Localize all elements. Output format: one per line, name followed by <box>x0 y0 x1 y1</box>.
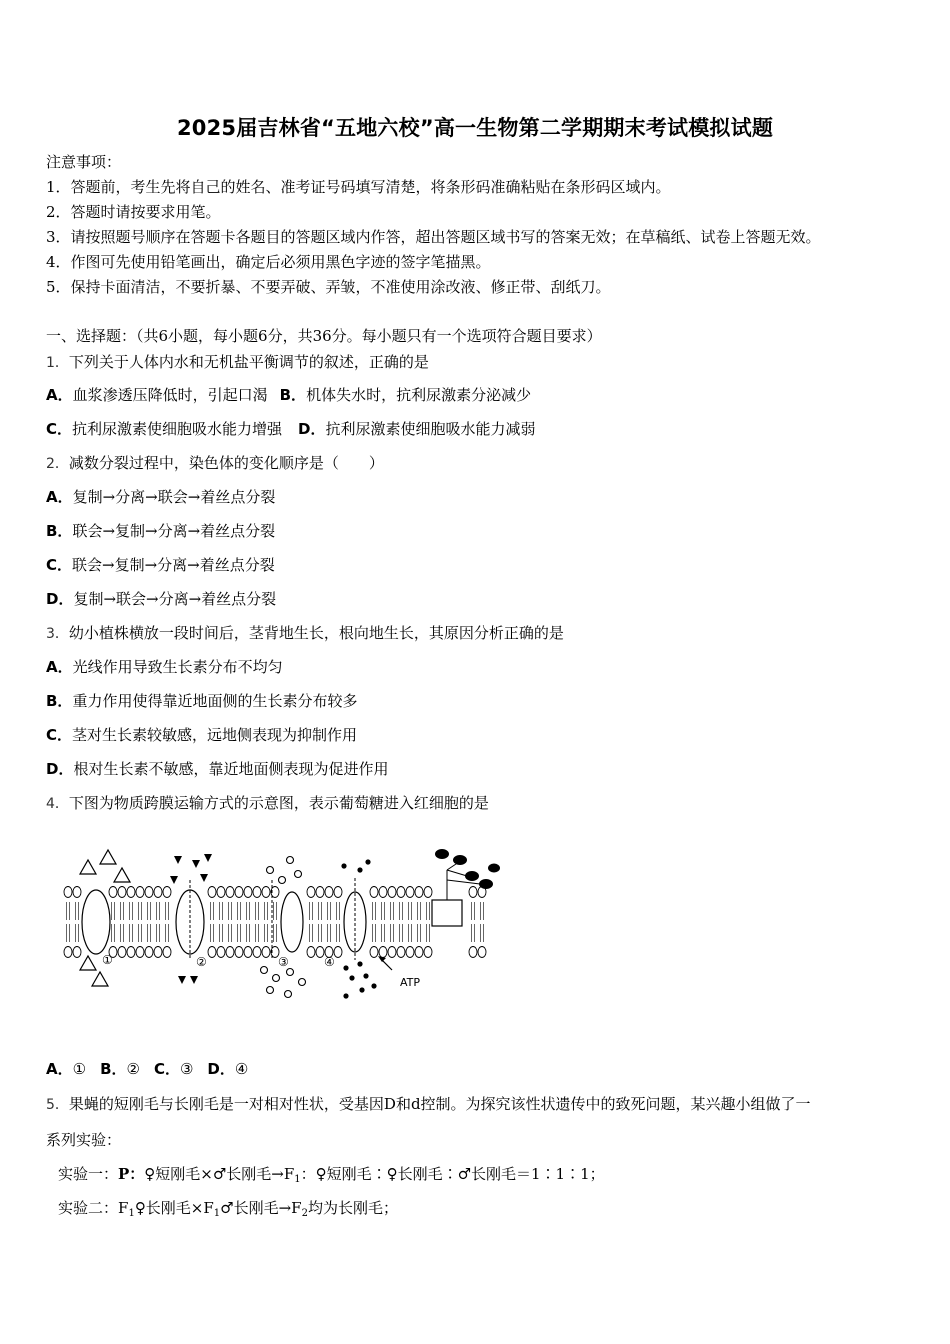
option-row <box>46 657 283 677</box>
lipid-head <box>388 887 396 898</box>
lipid-head <box>226 887 234 898</box>
lipid-head <box>217 887 225 898</box>
lipid-head <box>244 887 252 898</box>
lipid-tail <box>472 902 475 920</box>
option-text: 根对生长素不敏感，靠近地面侧表现为促进作用 <box>73 760 389 778</box>
p-label: P： <box>118 1165 145 1183</box>
lipid-tail <box>229 902 232 920</box>
lipid-tail <box>373 924 376 942</box>
lipid-tail <box>472 924 475 942</box>
option-label: B． <box>279 386 307 404</box>
lipid-tail <box>409 924 412 942</box>
lipid-head <box>64 887 72 898</box>
exp2-text: F <box>118 1199 129 1217</box>
lipid-tail <box>391 924 394 942</box>
lipid-tail <box>256 924 259 942</box>
lipid-head <box>163 887 171 898</box>
lipid-tail <box>337 902 340 920</box>
lipid-head <box>127 887 135 898</box>
lipid-tail <box>166 924 169 942</box>
option-text: 联会→复制→分离→着丝点分裂 <box>72 522 276 540</box>
lipid-head <box>316 887 324 898</box>
lipid-head <box>163 947 171 958</box>
lipid-tail <box>382 902 385 920</box>
lipid-tail <box>112 924 115 942</box>
question-stem: 果蝇的短刚毛与长刚毛是一对相对性状，受基因D和d控制。为探究该性状遗传中的致死问题，某兴趣小组做了一 <box>68 1095 811 1113</box>
lipid-tail <box>247 924 250 942</box>
notice-heading: 注意事项： <box>46 153 122 171</box>
lipid-tail <box>319 924 322 942</box>
subscript: 1 <box>294 1174 301 1185</box>
lipid-tail <box>265 902 268 920</box>
lipid-head <box>64 947 72 958</box>
question-stem: 减数分裂过程中，染色体的变化顺序是（ ） <box>68 454 384 472</box>
lipid-tail <box>409 902 412 920</box>
lipid-tail <box>310 924 313 942</box>
lipid-head <box>406 947 414 958</box>
lipid-head <box>469 947 477 958</box>
lipid-tail <box>310 902 313 920</box>
option-row <box>46 487 275 507</box>
lipid-head <box>379 887 387 898</box>
lipid-tail <box>427 924 430 942</box>
option-text: 茎对生长素较敏感，远地侧表现为抑制作用 <box>72 726 358 744</box>
lipid-head <box>208 887 216 898</box>
lipid-tail <box>328 902 331 920</box>
option-label: A． <box>46 386 73 404</box>
option-text: ④ <box>234 1060 249 1078</box>
question-number: 1． <box>46 355 69 371</box>
option-text: 联会→复制→分离→着丝点分裂 <box>72 556 275 574</box>
lipid-head <box>379 947 387 958</box>
carrier-box <box>432 900 462 926</box>
option-label: C． <box>153 1060 180 1078</box>
lipid-head <box>136 887 144 898</box>
option-label: B． <box>46 692 73 710</box>
lipid-head <box>316 947 324 958</box>
subscript: 2 <box>301 1208 308 1219</box>
option-label: A． <box>46 658 73 676</box>
option-label: D． <box>298 420 326 438</box>
subscript: 1 <box>213 1208 221 1219</box>
lipid-tail <box>148 924 151 942</box>
question-3 <box>46 623 564 644</box>
lipid-tail <box>67 924 70 942</box>
label-2: ② <box>196 955 207 969</box>
lipid-tail <box>166 902 169 920</box>
question-5-cont: 系列实验： <box>46 1131 122 1149</box>
option-text: 光线作用导致生长素分布不均匀 <box>72 658 283 676</box>
lipid-tail <box>400 924 403 942</box>
q4-options <box>46 1059 248 1079</box>
lipid-tail <box>220 924 223 942</box>
lipid-head <box>154 887 162 898</box>
protein-1 <box>82 890 110 954</box>
phospholipid-bilayer <box>64 887 486 958</box>
question-number: 2． <box>46 456 69 472</box>
membrane-transport-figure <box>62 840 502 1010</box>
lipid-head <box>253 887 261 898</box>
lipid-tail <box>229 924 232 942</box>
option-row <box>46 521 275 541</box>
lipid-head <box>262 947 270 958</box>
question-stem: 下图为物质跨膜运输方式的示意图，表示葡萄糖进入红细胞的是 <box>68 794 489 812</box>
lipid-head <box>109 887 117 898</box>
question-stem: 幼小植株横放一段时间后，茎背地生长，根向地生长，其原因分析正确的是 <box>68 624 564 642</box>
lipid-tail <box>274 902 277 920</box>
lipid-tail <box>319 902 322 920</box>
option-label: C． <box>46 420 73 438</box>
option-label: D． <box>207 1060 235 1078</box>
option-label: D． <box>46 590 74 608</box>
q1-options-cd <box>46 419 536 439</box>
lipid-tail <box>400 902 403 920</box>
lipid-head <box>307 887 315 898</box>
experiment-label: 实验二： <box>58 1199 119 1217</box>
lipid-head <box>208 947 216 958</box>
option-label: B． <box>46 522 73 540</box>
exp2-text: ♀长刚毛×F <box>134 1199 214 1217</box>
lipid-tail <box>481 924 484 942</box>
lipid-tail <box>130 902 133 920</box>
lipid-head <box>118 947 126 958</box>
lipid-head <box>415 947 423 958</box>
question-1 <box>46 352 429 373</box>
lipid-tail <box>328 924 331 942</box>
lipid-tail <box>274 924 277 942</box>
lipid-tail <box>130 924 133 942</box>
lipid-head <box>235 947 243 958</box>
exp2-result: 均为长刚毛； <box>307 1199 398 1217</box>
exp2-text: ♂长刚毛→F <box>220 1199 302 1217</box>
option-text: 抗利尿激素使细胞吸水能力减弱 <box>325 420 536 438</box>
label-3: ③ <box>278 955 289 969</box>
notice-item-5: 5．保持卡面清洁，不要折暴、不要弄破、弄皱，不准使用涂改液、修正带、刮纸刀。 <box>46 278 611 296</box>
lipid-tail <box>238 924 241 942</box>
lipid-head <box>325 887 333 898</box>
lipid-head <box>469 887 477 898</box>
page-title: 2025届吉林省“五地六校”高一生物第二学期期末考试模拟试题 <box>176 116 774 140</box>
lipid-head <box>244 947 252 958</box>
section-heading: 一、选择题：（共6小题，每小题6分，共36分。每小题只有一个选项符合题目要求） <box>46 327 602 345</box>
lipid-head <box>235 887 243 898</box>
protein-3 <box>281 892 303 952</box>
option-row <box>46 759 388 779</box>
option-text: 重力作用使得靠近地面侧的生长素分布较多 <box>72 692 358 710</box>
option-label: A． <box>46 488 73 506</box>
lipid-head <box>424 947 432 958</box>
option-text: 复制→分离→联会→着丝点分裂 <box>72 488 276 506</box>
question-number: 5． <box>46 1097 69 1113</box>
lipid-tail <box>76 924 79 942</box>
question-stem: 下列关于人体内水和无机盐平衡调节的叙述，正确的是 <box>68 353 429 371</box>
experiment-label: 实验一： <box>58 1165 119 1183</box>
lipid-head <box>145 887 153 898</box>
lipid-head <box>73 947 81 958</box>
lipid-head <box>406 887 414 898</box>
lipid-head <box>415 887 423 898</box>
lipid-head <box>307 947 315 958</box>
lipid-tail <box>157 902 160 920</box>
lipid-tail <box>121 924 124 942</box>
lipid-tail <box>256 902 259 920</box>
lipid-tail <box>238 902 241 920</box>
lipid-tail <box>427 902 430 920</box>
option-row <box>46 555 275 575</box>
exp1-text: ♀短刚毛×♂长刚毛→F <box>144 1165 295 1183</box>
notice-item-3: 3．请按照题号顺序在答题卡各题目的答题区域内作答，超出答题区域书写的答案无效；在草稿纸、试卷上答题无效。 <box>46 228 821 246</box>
exp1-result: ：♀短刚毛∶♀长刚毛∶♂长刚毛＝1∶1∶1； <box>300 1165 605 1183</box>
lipid-head <box>136 947 144 958</box>
lipid-tail <box>382 924 385 942</box>
lipid-tail <box>157 924 160 942</box>
lipid-tail <box>211 924 214 942</box>
option-label: B． <box>100 1060 127 1078</box>
atp-label: ATP <box>400 976 421 989</box>
option-row <box>46 589 276 609</box>
lipid-tail <box>139 924 142 942</box>
option-text: ② <box>126 1060 140 1078</box>
lipid-tail <box>481 902 484 920</box>
option-label: A． <box>46 1060 73 1078</box>
option-label: C． <box>46 726 73 744</box>
lipid-head <box>334 947 342 958</box>
lipid-head <box>370 947 378 958</box>
option-text: 复制→联会→分离→着丝点分裂 <box>73 590 277 608</box>
option-label: C． <box>46 556 73 574</box>
q1-options-ab <box>46 385 531 405</box>
question-number: 4． <box>46 796 69 812</box>
lipid-tail <box>391 902 394 920</box>
lipid-tail <box>139 902 142 920</box>
lipid-tail <box>211 902 214 920</box>
lipid-tail <box>337 924 340 942</box>
lipid-head <box>334 887 342 898</box>
lipid-head <box>145 947 153 958</box>
lipid-head <box>397 887 405 898</box>
lipid-head <box>127 947 135 958</box>
lipid-head <box>154 947 162 958</box>
lipid-tail <box>121 902 124 920</box>
lipid-tail <box>373 902 376 920</box>
lipid-tail <box>265 924 268 942</box>
lipid-tail <box>418 924 421 942</box>
lipid-head <box>262 887 270 898</box>
question-4 <box>46 793 489 814</box>
lipid-tail <box>247 902 250 920</box>
lipid-tail <box>76 902 79 920</box>
lipid-tail <box>67 902 70 920</box>
lipid-tail <box>220 902 223 920</box>
question-2 <box>46 453 384 474</box>
option-text: 血浆渗透压降低时，引起口渴 <box>72 386 268 404</box>
option-text: 抗利尿激素使细胞吸水能力增强 <box>72 420 283 438</box>
lipid-head <box>478 947 486 958</box>
lipid-tail <box>148 902 151 920</box>
question-5 <box>46 1094 811 1115</box>
lipid-tail <box>112 902 115 920</box>
option-label: D． <box>46 760 74 778</box>
lipid-head <box>388 947 396 958</box>
lipid-head <box>226 947 234 958</box>
label-4: ④ <box>324 955 335 969</box>
question-number: 3． <box>46 626 69 642</box>
lipid-tail <box>418 902 421 920</box>
option-text: ③ <box>179 1060 194 1078</box>
lipid-head <box>253 947 261 958</box>
lipid-head <box>118 887 126 898</box>
experiment-2 <box>58 1198 398 1224</box>
lipid-head <box>424 887 432 898</box>
notice-item-2: 2．答题时请按要求用笔。 <box>46 203 221 221</box>
experiment-1 <box>58 1164 605 1190</box>
notice-item-4: 4．作图可先使用铅笔画出，确定后必须用黑色字迹的签字笔描黑。 <box>46 253 491 271</box>
lipid-head <box>73 887 81 898</box>
lipid-head <box>370 887 378 898</box>
notice-item-1: 1．答题前，考生先将自己的姓名、准考证号码填写清楚，将条形码准确粘贴在条形码区域内。 <box>46 178 671 196</box>
option-row <box>46 691 357 711</box>
option-text: 机体失水时，抗利尿激素分泌减少 <box>306 386 532 404</box>
subscript: 1 <box>128 1208 135 1219</box>
lipid-head <box>397 947 405 958</box>
receptor-ligands <box>435 849 500 900</box>
lipid-head <box>217 947 225 958</box>
option-row <box>46 725 357 745</box>
label-1: ① <box>102 953 113 967</box>
option-text: ① <box>72 1060 87 1078</box>
